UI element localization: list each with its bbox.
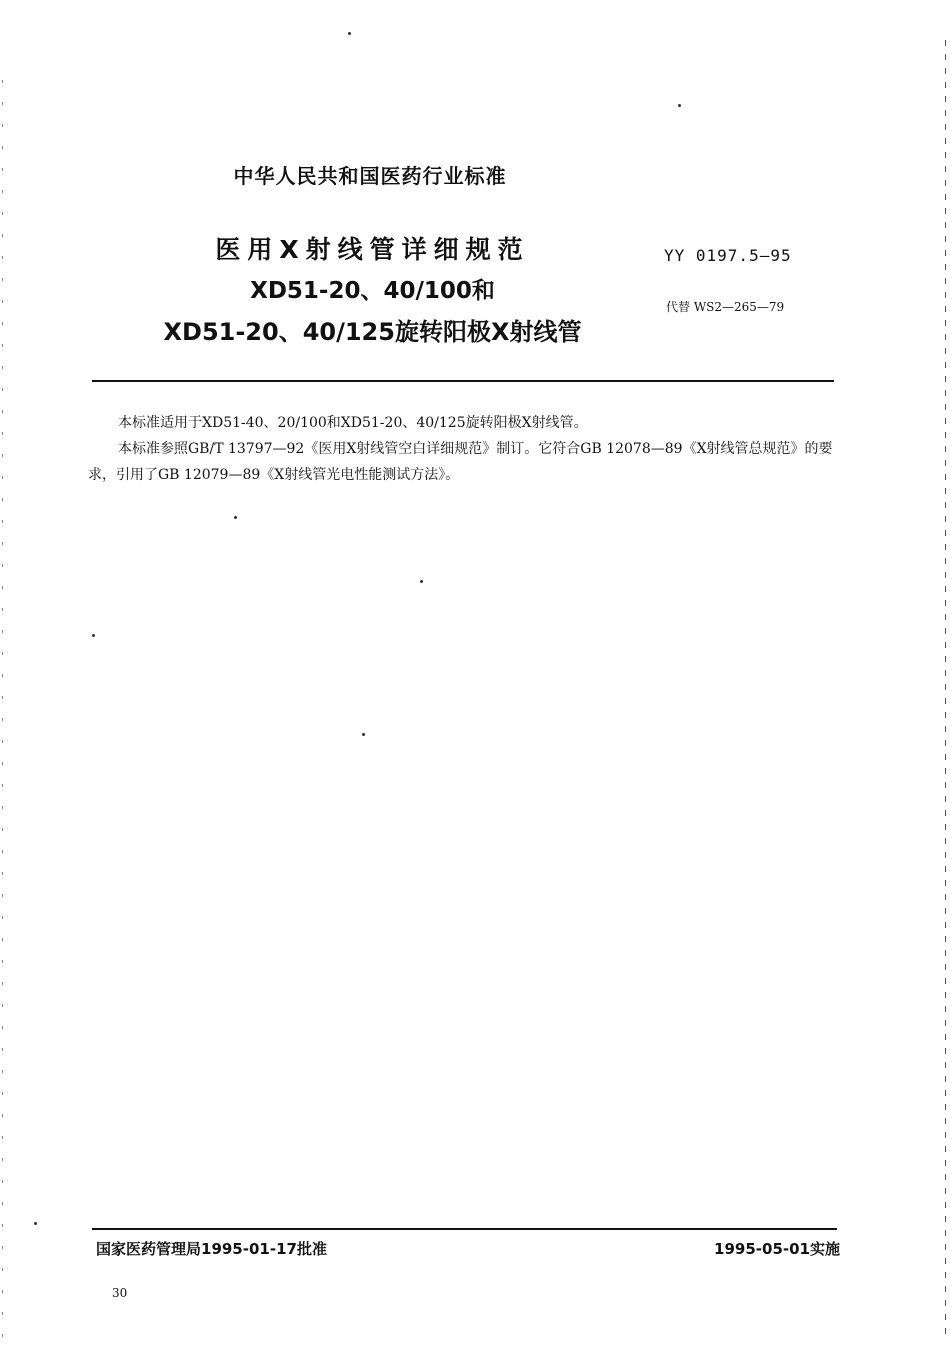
reference-paragraph: 本标准参照GB/T 13797—92《医用X射线管空白详细规范》制订。它符合GB 12078—89《X射线管总规范》的要求，引用了GB 12079—89《X射线管光电性能测试方法》。 — [88, 441, 833, 483]
page-number: 30 — [112, 1286, 128, 1300]
industry-standard-heading: 中华人民共和国医药行业标准 — [233, 164, 507, 188]
title-line-3: XD51-20、40/125旋转阳极X射线管 — [163, 318, 582, 346]
footer-divider — [92, 1228, 837, 1230]
effective-date: 1995-05-01实施 — [714, 1240, 840, 1258]
scan-speck — [34, 1222, 37, 1225]
scan-speck — [92, 634, 95, 637]
scan-speck — [348, 32, 351, 35]
title-line-1: 医用X射线管详细规范 — [215, 235, 530, 264]
scan-speck — [678, 104, 681, 107]
header-divider — [92, 380, 834, 382]
scan-edge-right — [945, 40, 946, 1340]
scope-paragraph: 本标准适用于XD51-40、20/100和XD51-20、40/125旋转阳极X射线管。 — [118, 415, 588, 431]
title-line-2: XD51-20、40/100和 — [250, 278, 495, 304]
scan-edge-left — [2, 80, 3, 1340]
scan-speck — [234, 516, 237, 519]
replaces-standard: 代替 WS2—265—79 — [666, 300, 785, 314]
standard-number: YY 0197.5—95 — [664, 246, 792, 265]
scan-speck — [420, 580, 423, 583]
scan-speck — [362, 733, 365, 736]
approval-date: 国家医药管理局1995-01-17批准 — [96, 1240, 327, 1258]
